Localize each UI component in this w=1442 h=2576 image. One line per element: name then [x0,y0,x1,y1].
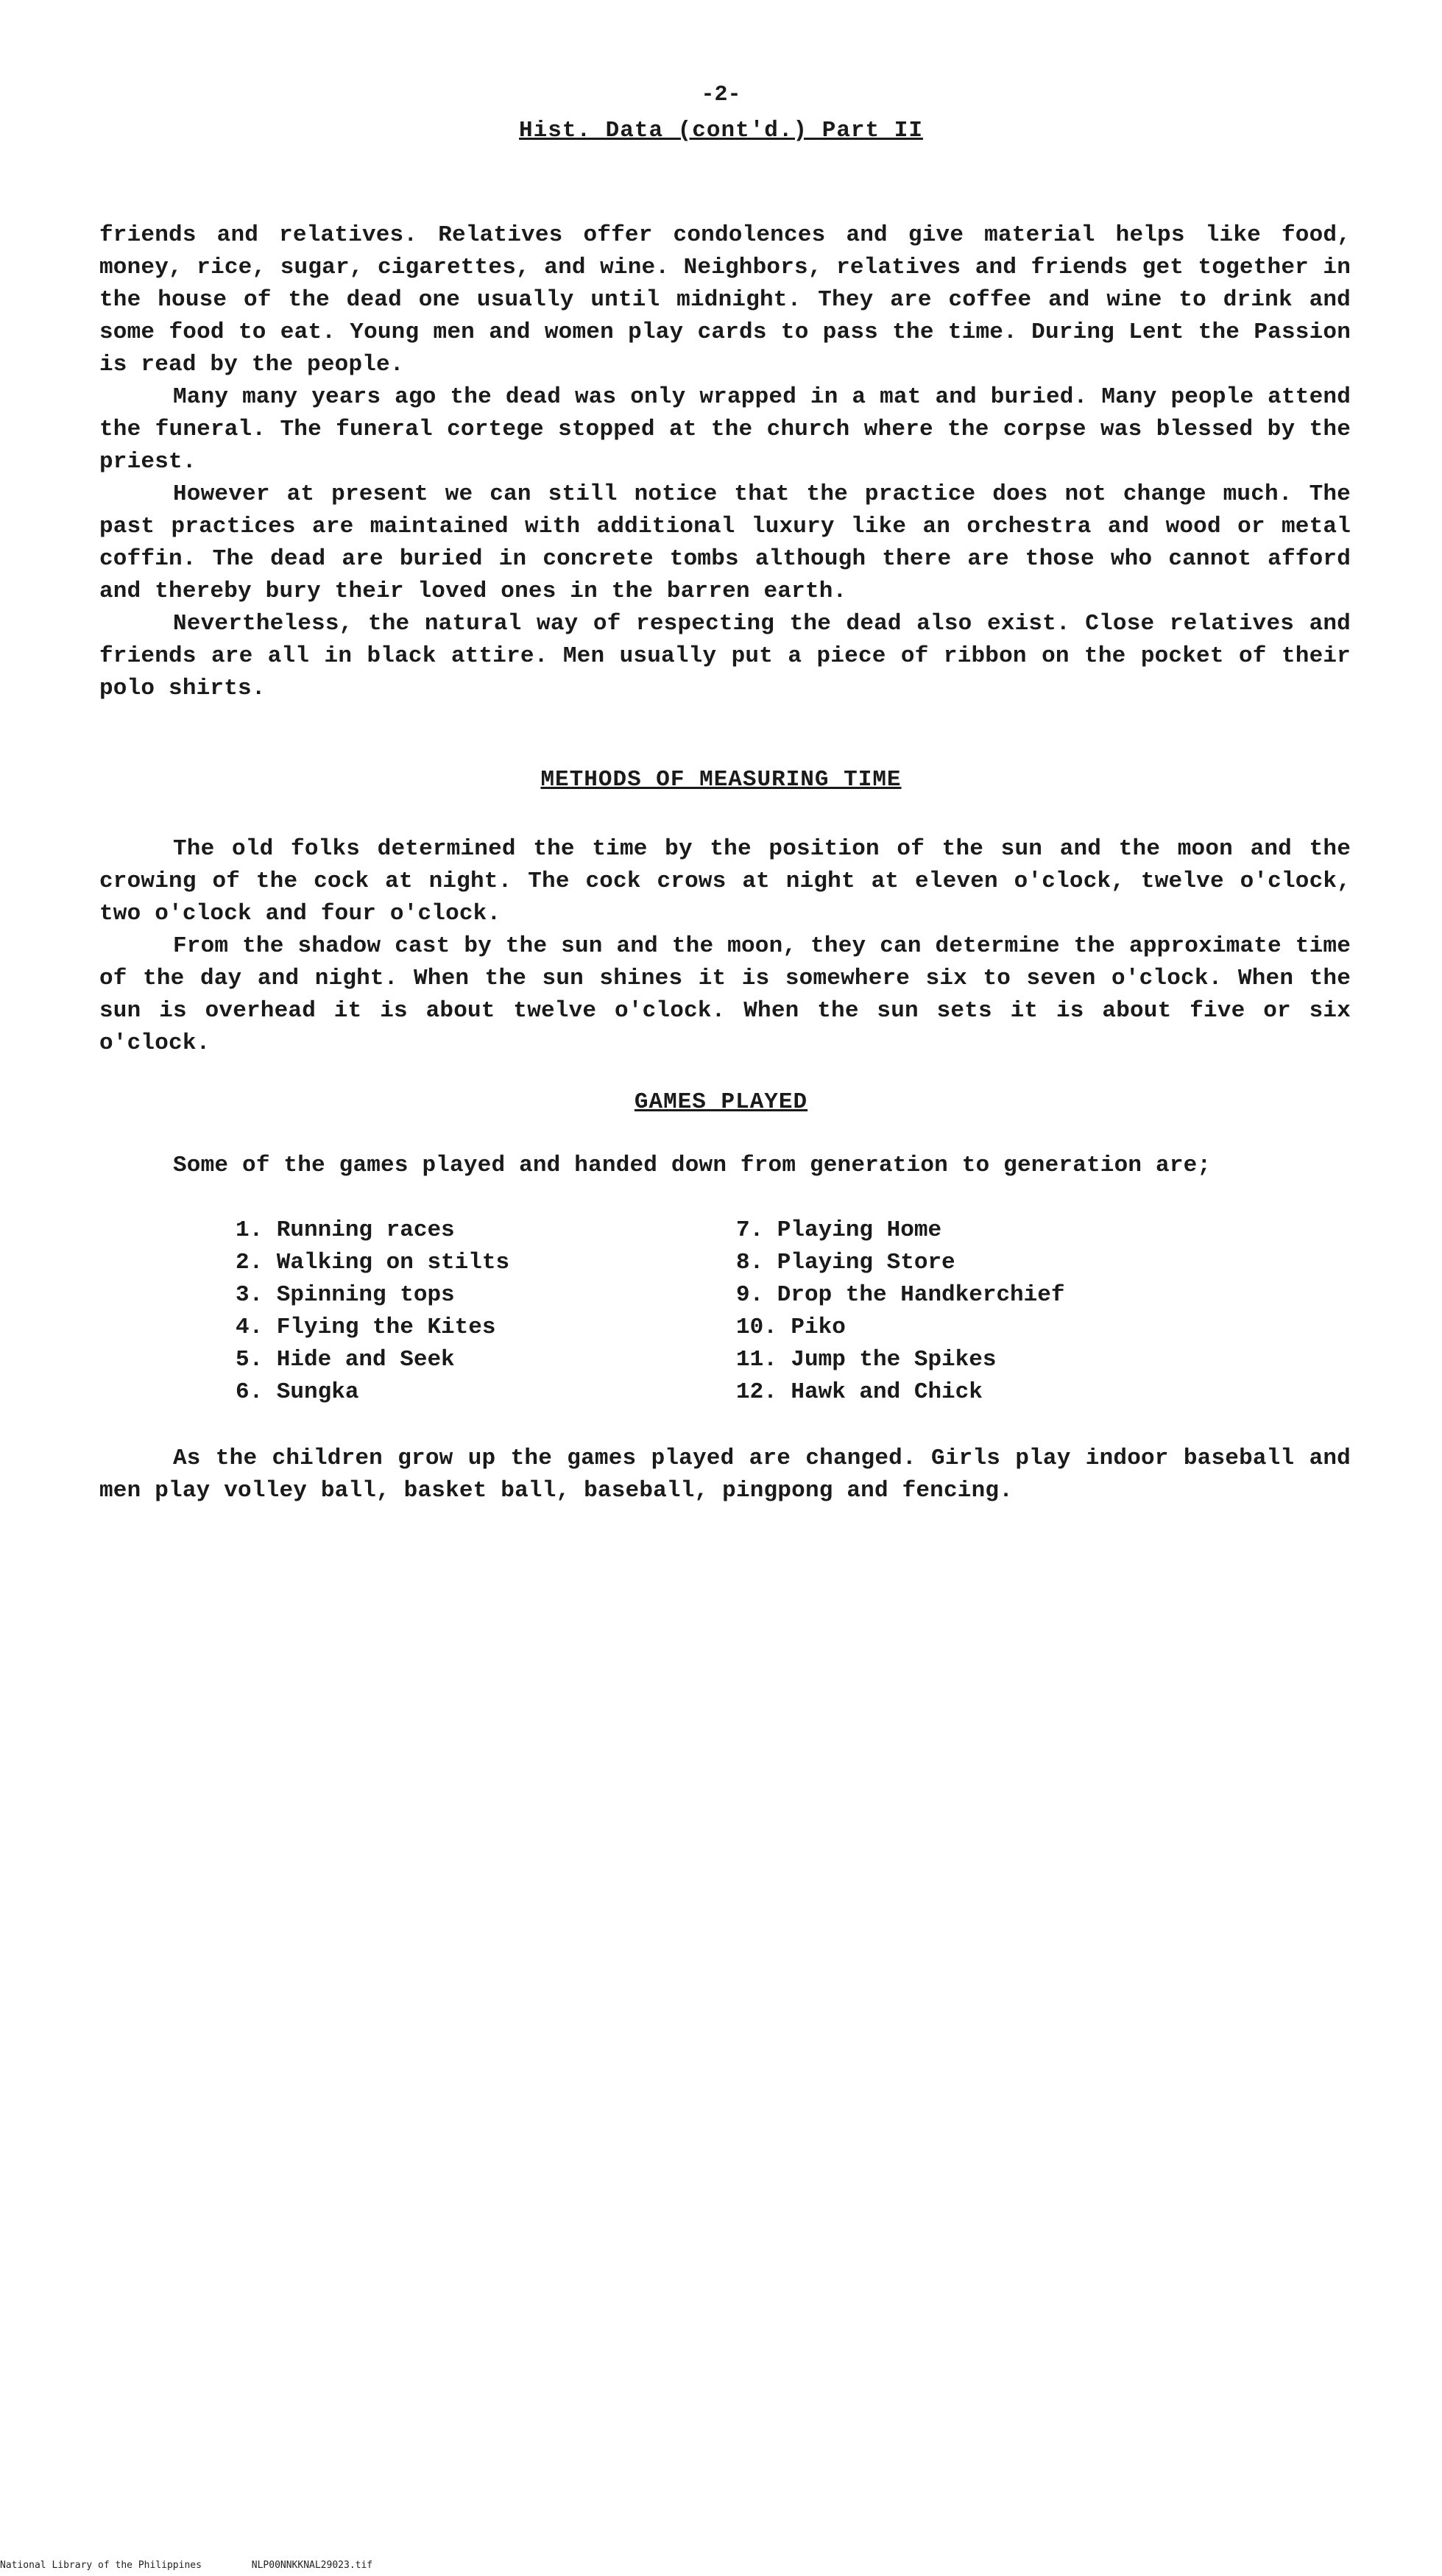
footer-file: NLP00NNKKNAL29023.tif [251,2560,373,2571]
list-item: 6. Sungka [236,1379,359,1405]
page-number: -2- [701,82,741,107]
footer-library: National Library of the Philippines [0,2560,202,2571]
list-item: 10. Piko [736,1314,846,1340]
paragraph: The old folks determined the time by the position of the sun and the moon and the crowing of the cock at night. The cock crows at night at eleven o'clock, twelve o'clock, two o'clock and four o'clock. [99,836,1351,927]
scan-footer [0,2560,417,2571]
list-item: 1. Running races [236,1217,455,1243]
page-title: Hist. Data (cont'd.) Part II [519,118,923,144]
games-intro [99,1150,1351,1182]
paragraph: Many many years ago the dead was only wrapped in a mat and buried. Many people attend the funeral. The funeral cortege stopped at the church where the corpse was blessed by the priest. [99,384,1351,475]
paragraph: friends and relatives. Relatives offer condolences and give material helps like food, money, rice, sugar, cigarettes, and wine. Neighbors, relatives and friends get together in the house of the dead one usually until midnight. They are coffee and wine to drink and some food to eat. Young men and women play cards to pass the time. During Lent the Passion is read by the people. [99,222,1351,378]
paragraph: Some of the games played and handed down from generation to generation are; [173,1153,1212,1178]
closing-paragraph [99,1443,1351,1507]
list-item: 9. Drop the Handkerchief [736,1282,1065,1308]
list-item: 12. Hawk and Chick [736,1379,983,1405]
measuring-time-section [99,833,1351,1060]
list-item: 11. Jump the Spikes [736,1347,997,1373]
paragraph: However at present we can still notice that the practice does not change much. The past practices are maintained with additional luxury like an orchestra and wood or metal coffin. The dead are buried in concrete tombs although there are those who cannot afford and thereby bury their loved ones in the barren earth. [99,481,1351,604]
list-item: 5. Hide and Seek [236,1347,455,1373]
games-list-right-column [736,1214,1266,1409]
funeral-customs-section [99,219,1351,705]
paragraph: Nevertheless, the natural way of respecting the dead also exist. Close relatives and friends are all in black attire. Men usually put a piece of ribbon on the pocket of their polo shirts. [99,611,1351,701]
section-heading-games-played: GAMES PLAYED [634,1089,808,1115]
games-list-left-column [236,1214,721,1409]
paragraph: From the shadow cast by the sun and the moon, they can determine the approximate time of the day and night. When the sun shines it is somewhere six to seven o'clock. When the sun is overhead it is about twelve o'clock. When the sun sets it is about five or six o'clock. [99,933,1351,1056]
section-heading-measuring-time: METHODS OF MEASURING TIME [540,767,902,793]
list-item: 3. Spinning tops [236,1282,455,1308]
list-item: 8. Playing Store [736,1250,955,1275]
list-item: 2. Walking on stilts [236,1250,510,1275]
list-item: 7. Playing Home [736,1217,942,1243]
paragraph: As the children grow up the games played are changed. Girls play indoor baseball and men play volley ball, basket ball, baseball, pingpong and fencing. [99,1446,1351,1504]
list-item: 4. Flying the Kites [236,1314,496,1340]
